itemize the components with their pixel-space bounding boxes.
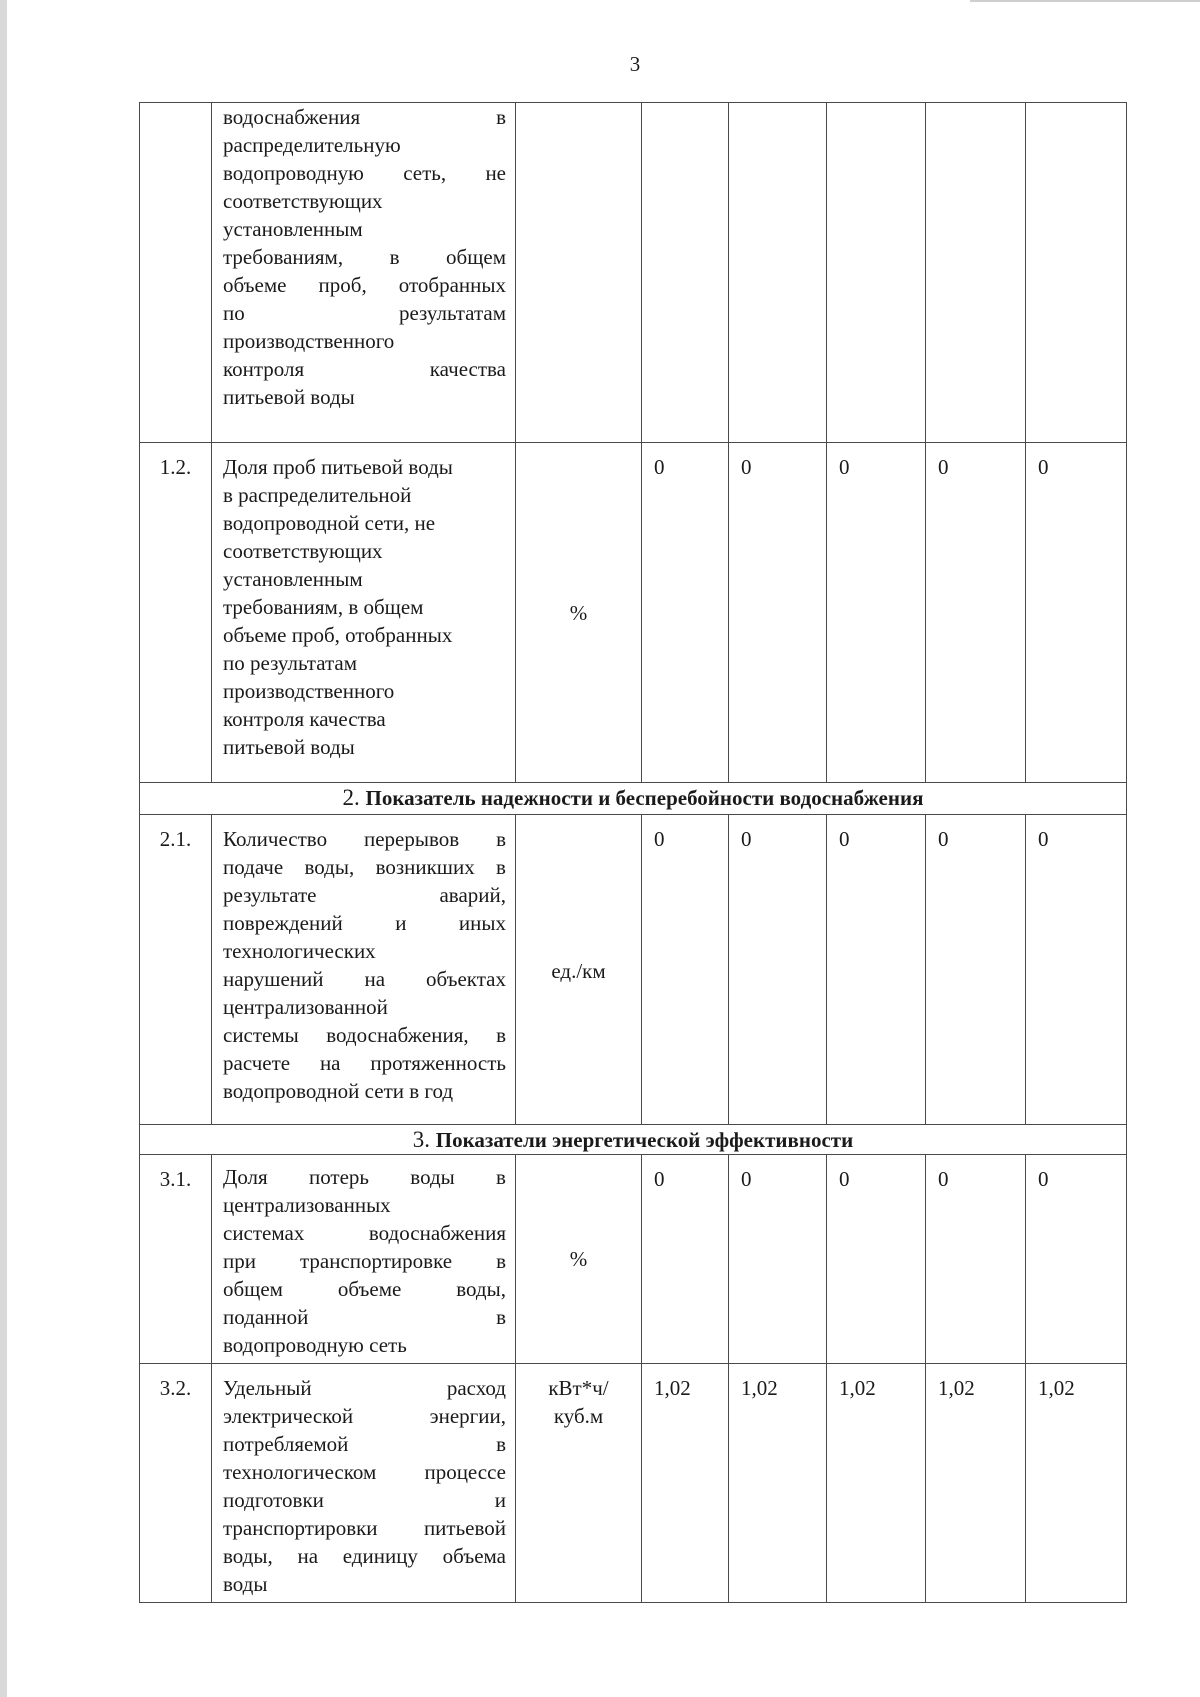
section-number: 3. [412,1127,431,1152]
value-cell: 0 [926,815,1026,1125]
value-cell: 1,02 [729,1364,827,1603]
indicator-name [212,103,516,443]
name-line: транспортировки питьевой [223,1516,506,1540]
unit-cell [516,1364,642,1603]
name-line: общем объеме воды, [223,1277,506,1301]
name-line: подготовки и [223,1488,506,1512]
name-line: при транспортировке в [223,1249,506,1273]
row-number: 1.2. [140,443,212,783]
name-line: Доля потерь воды в [223,1165,506,1189]
name-line: по результатам [223,651,358,675]
section-heading [140,1125,1127,1155]
name-line: технологическом процессе [223,1460,506,1484]
name-line: электрической энергии, [223,1404,506,1428]
table-row [140,103,1127,443]
unit-cell: % [516,1155,642,1364]
name-line: воды, на единицу объема [223,1544,506,1568]
value-cell: 0 [729,443,827,783]
value-cell: 0 [827,1155,926,1364]
value-cell: 0 [729,815,827,1125]
value-cell: 0 [827,443,926,783]
unit-cell: % [516,443,642,783]
value-cell: 0 [926,443,1026,783]
name-line: водопроводную сеть [223,1333,407,1357]
indicator-name [212,443,516,783]
value-cell: 0 [642,815,729,1125]
name-line: расчете на протяженность [223,1051,506,1075]
name-line: повреждений и иных [223,911,506,935]
unit-line: кВт*ч/ [548,1376,609,1400]
value-cell: 0 [642,443,729,783]
value-cell [1026,103,1127,443]
name-line: контроля качества [223,357,506,381]
name-line: по результатам [223,301,506,325]
name-line: Удельный расход [223,1376,506,1400]
value-cell: 0 [642,1155,729,1364]
name-line: питьевой воды [223,385,355,409]
name-line: требованиям, в общем [223,245,506,269]
unit-cell [516,103,642,443]
value-cell: 1,02 [827,1364,926,1603]
value-cell: 0 [926,1155,1026,1364]
row-number: 3.2. [140,1364,212,1603]
value-cell: 0 [1026,1155,1127,1364]
indicator-name [212,1155,516,1364]
value-cell [926,103,1026,443]
name-line: объеме проб, отобранных [223,273,506,297]
name-line: результате аварий, [223,883,506,907]
name-line: потребляемой в [223,1432,506,1456]
indicator-name [212,815,516,1125]
name-line: производственного [223,329,395,353]
value-cell [827,103,926,443]
name-line: производственного [223,679,395,703]
name-line: технологических [223,939,376,963]
name-line: централизованных [223,1193,391,1217]
section-title: Показатели энергетической эффективности [435,1128,854,1152]
section-title: Показатель надежности и бесперебойности водоснабжения [365,786,924,810]
unit-line: куб.м [553,1404,604,1428]
section-row [140,783,1127,815]
scan-edge [0,0,7,1697]
name-line: системах водоснабжения [223,1221,506,1245]
name-line: питьевой воды [223,735,355,759]
name-line: распределительную [223,133,401,157]
name-line: водопроводной сети в год [223,1079,454,1103]
name-line: контроля качества [223,707,386,731]
value-cell: 0 [1026,815,1127,1125]
table-row [140,443,1127,783]
value-cell: 0 [1026,443,1127,783]
name-line: соответствующих [223,539,383,563]
name-line: установленным [223,217,363,241]
section-number: 2. [342,785,360,810]
value-cell: 1,02 [642,1364,729,1603]
name-line: воды [223,1572,268,1596]
row-number [140,103,212,443]
name-line: соответствующих [223,189,383,213]
value-cell: 1,02 [1026,1364,1127,1603]
section-heading [140,783,1127,815]
value-cell: 0 [827,815,926,1125]
name-line: установленным [223,567,363,591]
name-line: подаче воды, возникших в [223,855,506,879]
name-line: Доля проб питьевой воды [223,455,453,479]
name-line: водопроводной сети, не [223,511,436,535]
unit-cell: ед./км [516,815,642,1125]
row-number: 2.1. [140,815,212,1125]
name-line: водопроводную сеть, не [223,161,506,185]
value-cell [642,103,729,443]
name-line: требованиям, в общем [223,595,424,619]
section-row [140,1125,1127,1155]
name-line: нарушений на объектах [223,967,506,991]
table-row [140,815,1127,1125]
indicators-table [139,102,1127,1603]
name-line: Количество перерывов в [223,827,506,851]
name-line: системы водоснабжения, в [223,1023,506,1047]
table-row [140,1364,1127,1603]
value-cell: 1,02 [926,1364,1026,1603]
value-cell: 0 [729,1155,827,1364]
name-line: централизованной [223,995,388,1019]
name-line: поданной в [223,1305,506,1329]
page-number: 3 [629,52,641,76]
scan-top-line [970,0,1200,2]
value-cell [729,103,827,443]
name-line: в распределительной [223,483,412,507]
table-row [140,1155,1127,1364]
name-line: водоснабжения в [223,105,506,129]
name-line: объеме проб, отобранных [223,623,453,647]
row-number: 3.1. [140,1155,212,1364]
indicator-name [212,1364,516,1603]
